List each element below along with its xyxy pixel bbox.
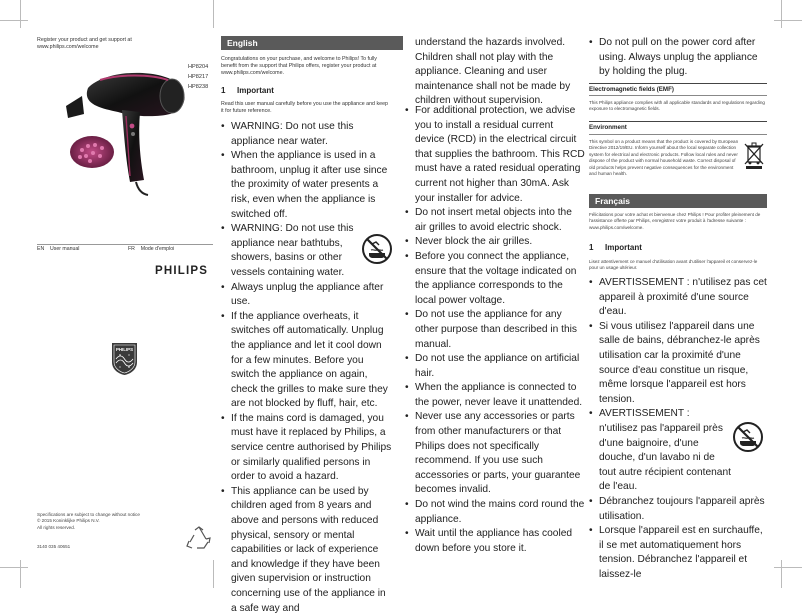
svg-text:PHILIPS: PHILIPS bbox=[115, 347, 134, 352]
list-item: • Do not use the appliance on artificial hair. bbox=[405, 352, 585, 381]
emf-text: This Philips appliance complies with all applicable standards and regulations regarding exposure to electromagnetic fields. bbox=[589, 100, 765, 112]
emf-rule bbox=[589, 83, 767, 84]
weee-bin-icon bbox=[744, 141, 764, 171]
crop-mark bbox=[774, 20, 802, 21]
emf-title: Electromagnetic fields (EMF) bbox=[589, 86, 674, 93]
list-item: • Si vous utilisez l'appareil dans une salle de bains, débranchez-le après utilisation car la proximité d'une source d'eau constitue un risque, même lorsque l'appareil est hors tension. bbox=[589, 320, 769, 408]
list-item: • If the mains cord is damaged, you must have it replaced by Philips, a service centre authorised by Philips or similarly qualified persons in order to avoid a hazard. bbox=[221, 412, 393, 485]
crop-mark bbox=[213, 560, 214, 588]
list-item: • Do not pull on the power cord after using. Always unplug the appliance by holding the plug. bbox=[589, 36, 769, 80]
env-underline bbox=[589, 134, 767, 135]
list-item: • Always unplug the appliance after use. bbox=[221, 281, 393, 310]
footer-rule bbox=[37, 244, 213, 245]
english-col1-bullets bbox=[221, 120, 393, 616]
list-item: • AVERTISSEMENT : n'utilisez pas l'appareil près d'une baignoire, d'une douche, d'un lavabo ni de tout autre récipient contenant de l'eau. bbox=[589, 407, 769, 495]
list-item: • AVERTISSEMENT : n'utilisez pas cet appareil à proximité d'une source d'eau. bbox=[589, 276, 769, 320]
env-title: Environment bbox=[589, 124, 627, 131]
env-rule bbox=[589, 121, 767, 122]
list-item: • Débranchez toujours l'appareil après utilisation. bbox=[589, 495, 769, 524]
fr-label: FR Mode d'emploi bbox=[128, 246, 175, 252]
list-item: • Never block the air grilles. bbox=[405, 235, 585, 250]
list-item: • Do not wind the mains cord round the appliance. bbox=[405, 498, 585, 527]
list-item: • For additional protection, we advise you to install a residual current device (RCD) in the electrical circuit that supplies the bathroom. This RCD must have a rated residual operating current not higher than 30mA. Ask your installer for advice. bbox=[405, 104, 585, 206]
emf-underline bbox=[589, 95, 767, 96]
list-item: • Do not insert metal objects into the air grilles to avoid electric shock. bbox=[405, 206, 585, 235]
recycle-icon bbox=[186, 526, 212, 550]
list-item: • Never use any accessories or parts from other manufacturers or that Philips does not specifically recommend. If you use such accessories or parts, your guarantee becomes invalid. bbox=[405, 410, 585, 498]
crop-mark bbox=[20, 0, 21, 28]
francais-intro: Félicitations pour votre achat et bienvenue chez Philips ! Pour profiter pleinement de l'assistance offerte par Philips, enregistrez votre produit à l'adresse suivante : www.philips.com/welcome. bbox=[589, 212, 761, 230]
crop-mark bbox=[0, 20, 28, 21]
hair-dryer-illustration bbox=[60, 66, 200, 196]
english-col3-bullets bbox=[589, 36, 769, 80]
english-section-title: 1 Important bbox=[221, 86, 274, 95]
list-item: • When the appliance is connected to the power, never leave it unattended. bbox=[405, 381, 585, 410]
model-numbers: HP8204 HP8217 HP8238 bbox=[188, 64, 209, 90]
english-read-note: Read this user manual carefully before you use the appliance and keep it for future reference. bbox=[221, 101, 388, 115]
list-item: • Do not use the appliance for any other purpose than described in this manual. bbox=[405, 308, 585, 352]
list-item: • WARNING: Do not use this appliance near water. bbox=[221, 120, 393, 149]
specs-notice: Specifications are subject to change without notice © 2015 Koninklijke Philips N.V. All rights reserved. bbox=[37, 512, 140, 530]
register-text: Register your product and get support at www.philips.com/welcome bbox=[37, 37, 132, 51]
crop-mark bbox=[781, 560, 782, 588]
english-col2-bullets bbox=[405, 104, 585, 556]
francais-read-note: Lisez attentivement ce manuel d'utilisation avant d'utiliser l'appareil et conservez-le pour un usage ultérieur. bbox=[589, 259, 758, 271]
francais-heading: Français bbox=[589, 194, 767, 208]
no-water-warning-icon bbox=[732, 421, 764, 453]
list-item: • Lorsque l'appareil est en surchauffe, il se met automatiquement hors tension. Débranchez l'appareil et laissez-le bbox=[589, 524, 769, 582]
crop-mark bbox=[0, 567, 28, 568]
philips-shield-icon bbox=[111, 342, 138, 376]
philips-wordmark: PHILIPS bbox=[155, 265, 209, 277]
list-item: • This appliance can be used by children aged from 8 years and above and persons with reduced physical, sensory or mental capabilities or lack of experience and knowledge if they have been given supervision or instruction concerning use of the appliance in a safe way and bbox=[221, 485, 393, 616]
list-item: • When the appliance is used in a bathroom, unplug it after use since the proximity of water presents a risk, even when the appliance is switched off. bbox=[221, 149, 393, 222]
list-item: • WARNING: Do not use this appliance near bathtubs, showers, basins or other vessels containing water. bbox=[221, 222, 393, 280]
list-item: • Wait until the appliance has cooled down before you store it. bbox=[405, 527, 585, 556]
crop-mark bbox=[774, 567, 802, 568]
crop-mark bbox=[20, 560, 21, 588]
en-label: EN User manual bbox=[37, 246, 80, 252]
env-text: This symbol on a product means that the product is covered by European Directive 2012/19/EU. Inform yourself about the local separate collection system for electrical and electronic products. Follow local rules and never dispose of the product with normal household waste. Correct disposal of old products helps prevent negative consequences for the environment and human health. bbox=[589, 139, 739, 177]
crop-mark bbox=[213, 0, 214, 28]
francais-section-title: 1 Important bbox=[589, 243, 642, 252]
english-intro: Congratulations on your purchase, and welcome to Philips! To fully benefit from the support that Philips offers, register your product at www.philips.com/welcome. bbox=[221, 56, 377, 77]
english-col2-continuation: understand the hazards involved. Children shall not play with the appliance. Cleaning and user maintenance shall not be made by children without supervision. bbox=[415, 37, 571, 107]
doc-number: 3140 035 40651 bbox=[37, 544, 71, 549]
english-heading: English bbox=[221, 36, 403, 50]
crop-mark bbox=[781, 0, 782, 28]
list-item: • If the appliance overheats, it switches off automatically. Unplug the appliance and let it cool down for a few minutes. Before you switch the appliance on again, check the grilles to make sure they are not blocked by fluff, hair, etc. bbox=[221, 310, 393, 412]
no-water-warning-icon bbox=[361, 233, 393, 265]
list-item: • Before you connect the appliance, ensure that the voltage indicated on the appliance corresponds to the local power voltage. bbox=[405, 250, 585, 308]
